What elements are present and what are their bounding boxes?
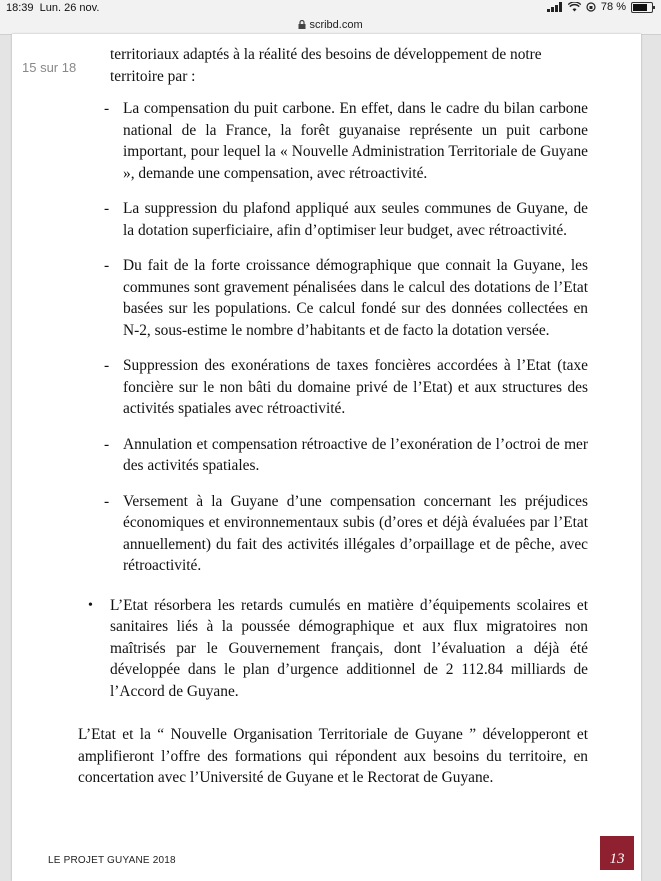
wifi-icon (568, 2, 581, 12)
browser-address-bar[interactable] (0, 18, 661, 35)
dash-marker: - (104, 492, 110, 510)
closing-paragraph: L’Etat et la “ Nouvelle Organisation Territoriale de Guyane ” développeront et amplifieront l’offre des formations qui répondent aux besoins du territoire, en concertation avec l’Université de Guyane et le Rectorat de Guyane. (78, 726, 588, 786)
lock-icon (298, 20, 306, 29)
lead-paragraph: territoriaux adaptés à la réalité des besoins de développement de notre territoire par : (110, 46, 542, 85)
battery-icon (631, 2, 653, 13)
document-body (78, 44, 588, 789)
list-item (104, 491, 588, 577)
battery-fill (633, 4, 647, 11)
dash-marker: - (104, 257, 110, 274)
list-item (104, 255, 588, 341)
bullet-marker: • (88, 597, 93, 613)
list-item-text: La suppression du plafond appliqué aux seules communes de Guyane, de la dotation superficiaire, afin d’optimiser leur budget, avec rétroactivité. (123, 200, 588, 239)
page-counter: 15 sur 18 (22, 60, 77, 75)
status-time-date (6, 2, 99, 14)
status-date: Lun. 26 nov. (39, 2, 100, 14)
page-number-badge: 13 (600, 836, 634, 870)
bullet-item-text: L’Etat résorbera les retards cumulés en matière d’équipements scolaires et sanitaires liés à la poussée démographique et aux flux migratoires non maîtrisés par le Gouvernement français, dont l’évaluation a déjà été développée dans le plan d’urgence additionnel de 2 112.84 milliards de l’Accord de Guyane. (110, 596, 588, 700)
list-item (104, 198, 588, 241)
list-item-text: La compensation du puit carbone. En effet, dans le cadre du bilan carbone national de la France, la forêt guyanaise représente un puit carbone important, pour lequel la « Nouvelle Administration Territoriale de Guyane », demande une compensation, avec rétroactivité. (123, 100, 588, 182)
list-item-text: Suppression des exonérations de taxes foncières accordées à l’Etat (taxe foncière sur le non bâti du domaine privé de l’Etat) et aux structures des activités spatiales avec rétroactivité. (123, 357, 588, 417)
dash-marker: - (104, 100, 110, 117)
status-bar (0, 0, 661, 18)
rotation-lock-icon (586, 2, 596, 12)
list-item-text: Versement à la Guyane d’une compensation concernant les préjudices économiques et environnementaux subis (d’ores et déjà évaluées par l’Etat annuellement) du fait des activités illégales d’orpaillage et de pêche, avec rétroactivité. (123, 492, 588, 574)
url-text: scribd.com (309, 19, 363, 31)
status-indicators (547, 1, 653, 13)
dash-marker: - (104, 357, 110, 374)
document-footer: LE PROJET GUYANE 2018 (48, 855, 176, 866)
list-item (104, 434, 588, 477)
bullet-item (88, 595, 588, 703)
list-item (104, 355, 588, 420)
cellular-signal-icon (547, 2, 563, 12)
dash-marker: - (104, 435, 110, 453)
battery-percent: 78 % (600, 1, 626, 13)
list-item-text: Annulation et compensation rétroactive de l’exonération de l’octroi de mer des activités spatiales. (123, 435, 588, 474)
status-time: 18:39 (6, 2, 34, 14)
dash-marker: - (104, 200, 110, 217)
list-item (104, 98, 588, 184)
list-item-text: Du fait de la forte croissance démographique que connait la Guyane, les communes sont gravement pénalisées dans le calcul des dotations de l’Etat basées sur les populations. Ce calcul fondé sur des données collectées en N-2, sous-estime le nombre d’habitants et de facto la dotation versée. (123, 257, 588, 339)
